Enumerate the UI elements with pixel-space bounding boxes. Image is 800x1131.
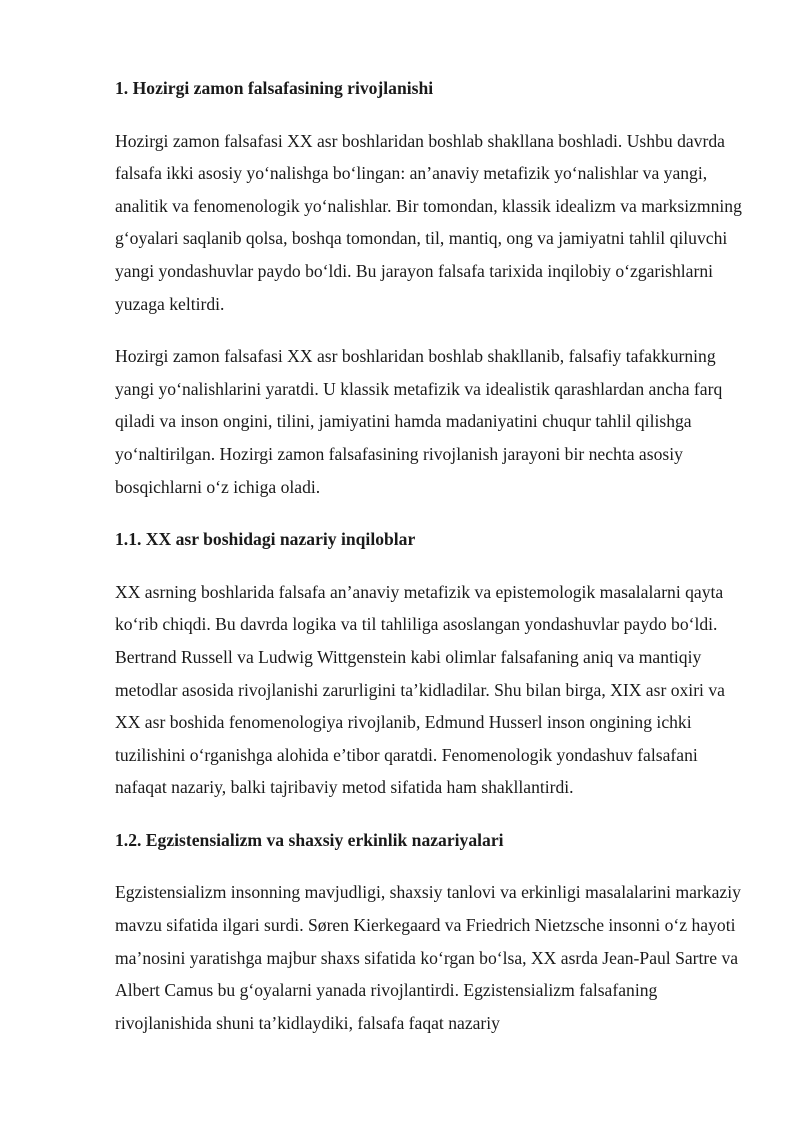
subsection-heading: 1.2. Egzistensializm va shaxsiy erkinlik nazariyalari	[115, 829, 504, 850]
document-page	[115, 72, 745, 1039]
section-heading: 1. Hozirgi zamon falsafasining rivojlanishi	[115, 78, 434, 98]
paragraph: Hozirgi zamon falsafasi XX asr boshlaridan boshlab shakllanib, falsafiy tafakkurning yangi yo‘nalishlarini yaratdi. U klassik metafizik va idealistik qarashlardan ancha farq qiladi va inson ongini, tilini, jamiyatini hamda madaniyatini chuqur tahlil qilishga yo‘naltirilgan. Hozirgi zamon falsafasining rivojlanish jarayoni bir nechta asosiy bosqichlarni o‘z ichiga oladi.	[115, 346, 723, 497]
subsection-heading: 1.1. XX asr boshidagi nazariy inqiloblar	[115, 529, 416, 550]
paragraph: Egzistensializm insonning mavjudligi, shaxsiy tanlovi va erkinligi masalalarini markaziy mavzu sifatida ilgari surdi. Søren Kierkegaard va Friedrich Nietzsche insonni o‘z hayoti ma’nosini yaratishga majbur shaxs sifatida ko‘rgan bo‘lsa, XX asrda Jean-Paul Sartre va Albert Camus bu g‘oyalarni yanada rivojlantirdi. Egzistensializm falsafaning rivojlanishida shuni ta’kidlaydiki, falsafa faqat nazariy	[115, 882, 741, 1033]
paragraph: XX asrning boshlarida falsafa an’anaviy metafizik va epistemologik masalalarni qayta ko‘rib chiqdi. Bu davrda logika va til tahliliga asoslangan yondashuvlar paydo bo‘ldi. Bertrand Russell va Ludwig Wittgenstein kabi olimlar falsafaning aniq va mantiqiy metodlar asosida rivojlanishi zarurligini ta’kidladilar. Shu bilan birga, XIX asr oxiri va XX asr boshida fenomenologiya rivojlanib, Edmund Husserl inson ongining ichki tuzilishini o‘rganishga alohida e’tibor qaratdi. Fenomenologik yondashuv falsafani nafaqat nazariy, balki tajribaviy metod sifatida ham shakllantirdi.	[115, 581, 725, 798]
paragraph: Hozirgi zamon falsafasi XX asr boshlaridan boshlab shakllana boshladi. Ushbu davrda falsafa ikki asosiy yo‘nalishga bo‘lingan: an’anaviy metafizik yo‘nalishlar va yangi, analitik va fenomenologik yo‘nalishlar. Bir tomondan, klassik idealizm va marksizmning g‘oyalari saqlanib qolsa, boshqa tomondan, til, mantiq, ong va jamiyatni tahlil qiluvchi yangi yondashuvlar paydo bo‘ldi. Bu jarayon falsafa tarixida inqilobiy o‘zgarishlarni yuzaga keltirdi.	[115, 130, 742, 314]
